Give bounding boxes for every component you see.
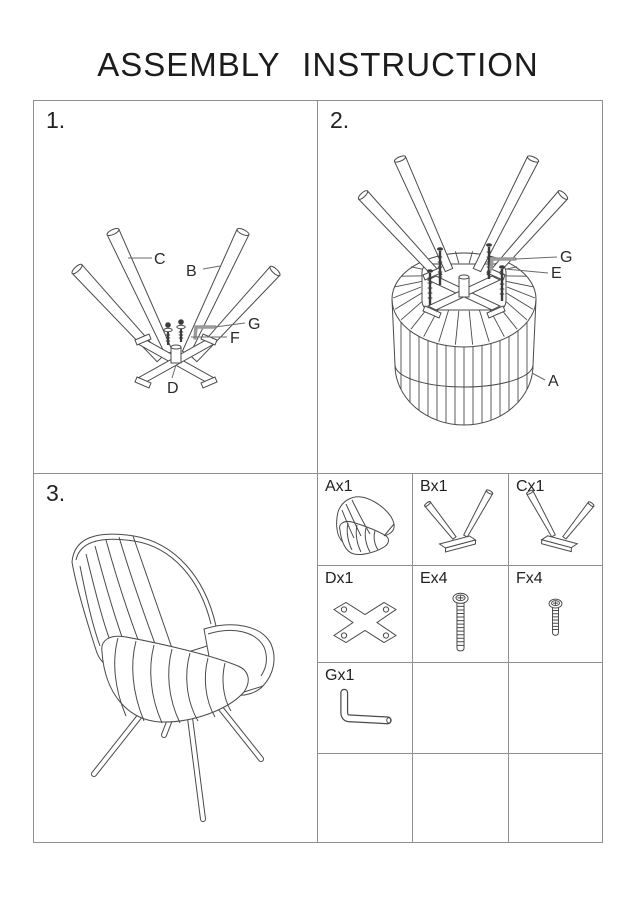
empty-cell	[412, 753, 508, 842]
part-cell-a	[318, 474, 412, 565]
part-code: Bx1	[420, 478, 448, 495]
part-cell-d	[318, 565, 412, 662]
part-code: Ax1	[325, 478, 353, 495]
part-cell-c	[508, 474, 602, 565]
part-cell-e	[412, 565, 508, 662]
callout-label-g: G	[248, 316, 261, 333]
step2-leader-lines	[506, 257, 557, 380]
callout-label-f: F	[230, 330, 240, 347]
empty-cell	[508, 753, 602, 842]
part-cell-f	[508, 565, 602, 662]
part-code: Ex4	[420, 570, 448, 587]
step3-number: 3.	[46, 480, 66, 506]
empty-cell	[318, 753, 412, 842]
callout-label-b: B	[186, 263, 197, 280]
callout-label-e: E	[551, 265, 562, 282]
callout-label-c: C	[154, 251, 166, 268]
part-code: Dx1	[325, 570, 354, 587]
empty-cell	[412, 662, 508, 753]
chair-legs	[94, 705, 261, 819]
step1-number: 1.	[46, 107, 66, 133]
empty-cell	[508, 662, 602, 753]
part-code: Gx1	[325, 667, 355, 684]
page-title: ASSEMBLY INSTRUCTION	[97, 46, 539, 83]
step2-legs	[357, 155, 569, 280]
step2-panel	[318, 101, 602, 473]
callout-label-a: A	[548, 373, 559, 390]
callout-label-g: G	[560, 249, 573, 266]
part-cell-g	[318, 662, 412, 753]
parts-list-grid	[318, 474, 602, 842]
step3-illustration	[34, 474, 317, 842]
step3-panel	[34, 474, 317, 842]
part-code: Cx1	[516, 478, 545, 495]
part-cell-b	[412, 474, 508, 565]
step1-illustration	[34, 101, 317, 473]
step1-legs	[71, 227, 282, 362]
step2-number: 2.	[330, 107, 350, 133]
instruction-table	[33, 100, 603, 843]
step1-panel	[34, 101, 317, 473]
step2-illustration	[318, 101, 602, 473]
callout-label-d: D	[167, 380, 179, 397]
step1-screws	[164, 319, 185, 345]
part-code: Fx4	[516, 570, 543, 587]
